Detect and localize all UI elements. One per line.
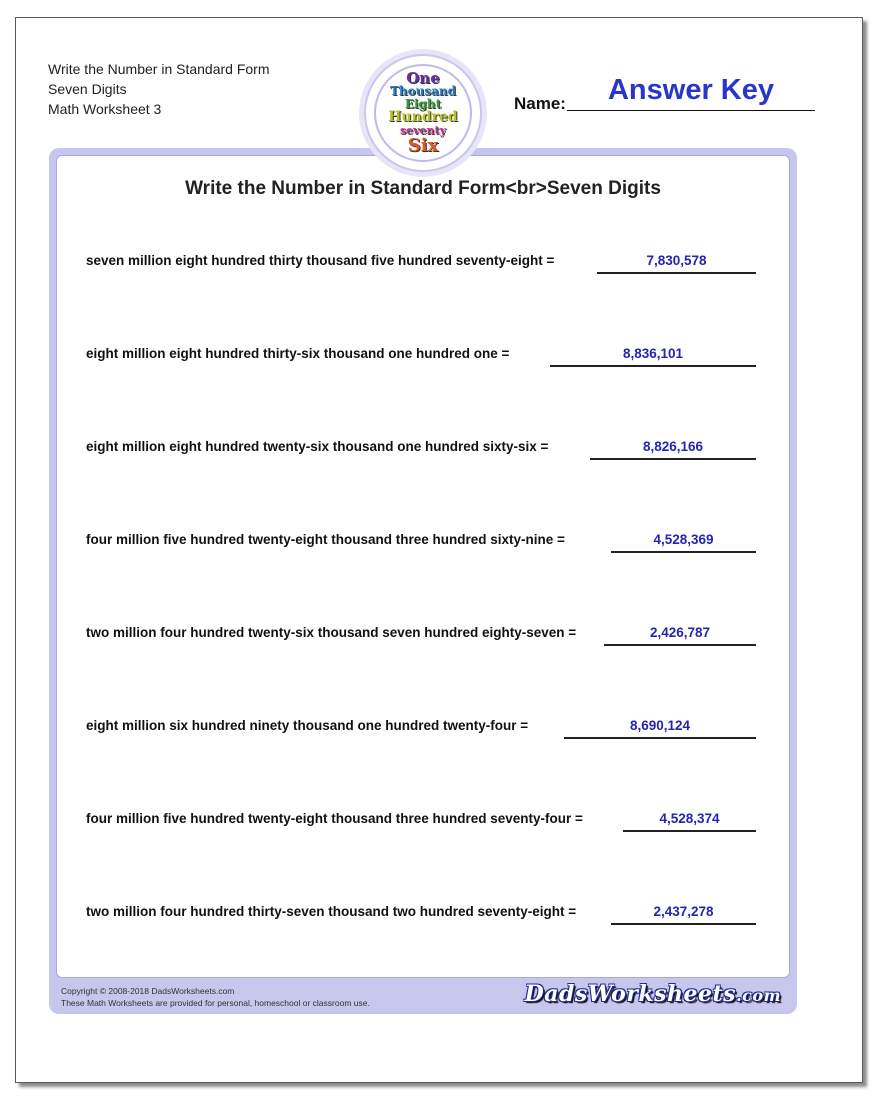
answer-line: [623, 830, 756, 832]
problem-answer: 4,528,369: [653, 532, 714, 547]
problem-answer: 7,830,578: [646, 253, 707, 268]
problem-row: [86, 713, 756, 743]
badge-word: Six: [407, 134, 439, 156]
problem-question: four million five hundred twenty-eight thousand three hundred seventy-four =: [86, 811, 589, 826]
answer-line: [597, 272, 756, 274]
problem-row: [86, 806, 756, 836]
badge-words: [374, 64, 472, 162]
logo-main: DadsWorksheets: [524, 981, 737, 1007]
problem-question: eight million eight hundred thirty-six thousand one hundred one =: [86, 346, 515, 361]
worksheet-header-info: [48, 59, 270, 119]
problem-answer: 8,826,166: [642, 439, 704, 454]
name-line: [567, 110, 815, 111]
answer-line: [611, 551, 756, 553]
problem-row: [86, 341, 756, 371]
problem-question: two million four hundred twenty-six thousand seven hundred eighty-seven =: [86, 625, 582, 640]
problem-answer: 4,528,374: [659, 811, 720, 826]
answer-line: [604, 644, 756, 646]
header-subtitle: Seven Digits: [48, 81, 127, 97]
logo-suffix: .com: [736, 986, 781, 1005]
usage-notice: These Math Worksheets are provided for personal, homeschool or classroom use.: [61, 998, 370, 1008]
badge-word: Eight: [404, 96, 442, 111]
answer-line: [564, 737, 756, 739]
name-label: Name:: [514, 94, 566, 113]
answer-line: [550, 365, 756, 367]
problems-panel: [56, 155, 790, 978]
problem-question: eight million eight hundred twenty-six thousand one hundred sixty-six =: [86, 439, 554, 454]
header-title: Write the Number in Standard Form: [48, 61, 270, 77]
problems-frame: [49, 148, 797, 1014]
problem-question: four million five hundred twenty-eight thousand three hundred sixty-nine =: [86, 532, 571, 547]
problem-row: [86, 620, 756, 650]
problem-answer: 2,426,787: [649, 625, 711, 640]
copyright-text: Copyright © 2008-2018 DadsWorksheets.com: [61, 986, 235, 996]
worksheet-title: Write the Number in Standard Form<br>Seven Digits: [185, 178, 661, 199]
badge-word: One: [406, 68, 440, 87]
problem-row: [86, 248, 756, 278]
problem-answer: 8,690,124: [629, 718, 691, 733]
problem-question: seven million eight hundred thirty thousand five hundred seventy-eight =: [86, 253, 560, 268]
problem-row: [86, 527, 756, 557]
problem-row: [86, 434, 756, 464]
number-words-badge: [364, 54, 482, 172]
badge-word: seventy: [399, 123, 447, 137]
problem-question: eight million six hundred ninety thousand one hundred twenty-four =: [86, 718, 534, 733]
problem-answer: 2,437,278: [653, 904, 714, 919]
badge-word: Thousand: [389, 83, 457, 98]
problem-answer: 8,836,101: [622, 346, 684, 361]
header-worksheet-number: Math Worksheet 3: [48, 101, 162, 117]
answer-line: [611, 923, 756, 925]
problem-question: two million four hundred thirty-seven thousand two hundred seventy-eight =: [86, 904, 582, 919]
footer-text: [61, 985, 370, 1009]
badge-word: Hundred: [388, 108, 458, 125]
problem-row: [86, 899, 756, 929]
dadsworksheets-logo: [525, 981, 781, 1007]
answer-key-label: Answer Key: [607, 74, 774, 106]
answer-line: [590, 458, 756, 460]
